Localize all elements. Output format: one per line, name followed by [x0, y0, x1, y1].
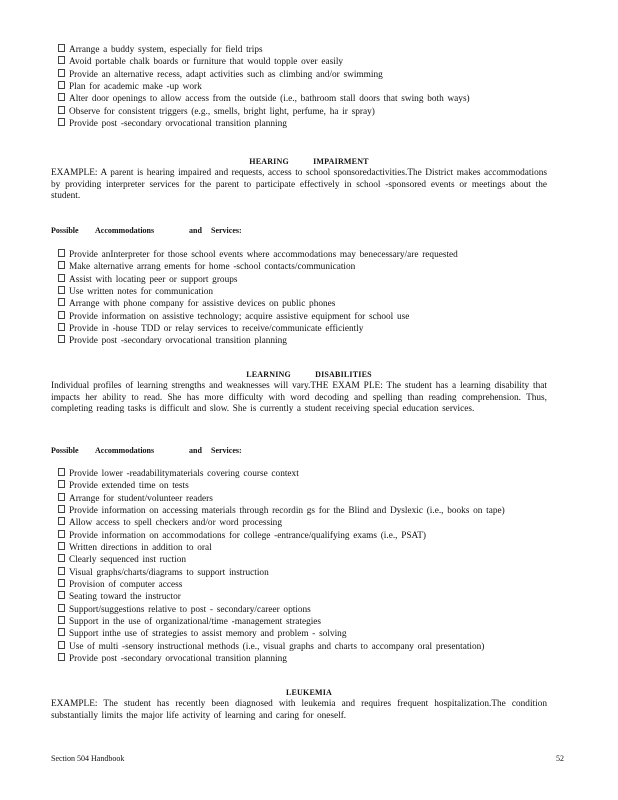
- bullet-box-icon: [58, 311, 65, 319]
- example-paragraph-hearing: EXAMPLE: A parent is hearing impaired and requests, access to school sponsoredactivities.The District makes accommodations by providing interpreter services for the parent to participate effectively in school -sponsored events or meetings about the student.: [51, 168, 547, 202]
- bullet-box-icon: [58, 653, 65, 661]
- list-item: Seating toward the instructor: [58, 591, 568, 603]
- section-heading-hearing: HEARING IMPAIRMENT: [249, 157, 369, 166]
- list-item: Arrange with phone company for assistive devices on public phones: [58, 298, 568, 310]
- bullet-box-icon: [58, 591, 65, 599]
- list-item: Make alternative arrang ements for home -school contacts/communication: [58, 261, 568, 273]
- list-item: Provide information on assistive technology; acquire assistive equipment for school use: [58, 311, 568, 323]
- section-heading-leukemia: LEUKEMIA: [285, 688, 333, 697]
- list-item: Allow access to spell checkers and/or word processing: [58, 517, 568, 529]
- list-item: Provide information on accommodations for college -entrance/qualifying exams (i.e., PSAT): [58, 530, 568, 542]
- document-page: Arrange a buddy system, especially for field trips Avoid portable chalk boards or furniture that would topple over easily Provide an alternative recess, adapt activities such as climbing and/or swimming Plan for academic make -up work Alter door openings to allow access from the outside (i.e., bathroom stall doors that swing both ways) Observe for consistent triggers (e.g., smells, bright light, perfume, ha ir spray) Provide post -secondary orvocational transition planning HEARING IMPAIRMENT EXAMPLE: A parent is hearing impaired and requests, access to school sponsoredactivities.The District makes accommodations by providing interpreter services for the parent to participate effectively in school -sponsored events or meetings about the student. Possible Accommodations and Services: Provide anInterpreter for those school events where accommodations may benecessary/are requested Make alternative arrang ements for home -school contacts/communication Assist with locating peer or support groups Use written notes for communication Arrange with phone company for assistive devices on public phones Provide information on assistive technology; acquire assistive equipment for school use Provide in -house TDD or relay services to receive/communicate efficiently Provide post -secondary orvocational transition planning LEARNING DISABILITIES Individual profiles of learning strengths and weaknesses will vary.THE EXAM PLE: The student has a learning disability that impacts her ability to read. She has more difficulty with word decoding and spelling than reading comprehension. Thus, completing reading tasks is difficult and slow. She is currently a student receiving special education services. Possible Accommodations and Services: Provide lower -readabilitymaterials covering course context Provide extended time on tests Arrange for student/volunteer readers Provide information on accessing materials through recordin gs for the Blind and Dyslexic (i.e., books on tape) Allow access to spell checkers and/or word processing Provide information on accommodations for college -entrance/qualifying exams (i.e., PSAT) Written directions in addition to oral Clearly sequenced inst ruction Visual graphs/charts/diagrams to support instruction Provision of computer access Seating toward the instructor Support/suggestions relative to post - secondary/career options Support in the use of organizational/time -management strategies Support inthe use of strategies to assist memory and problem - solving Use of multi -sensory instructional methods (i.e., visual graphs and charts to accompany oral presentation) Provide post -secondary orvocational transition planning LEUKEMIA EXAMPLE: The student has recently been diagnosed with leukemia and requires frequent hospitalization.The condition substantially limits the major life activity of learning and caring for oneself. Section 504 Handbook 52: [0, 0, 618, 800]
- bullet-box-icon: [58, 261, 65, 269]
- bullet-box-icon: [58, 44, 65, 52]
- bullet-box-icon: [58, 628, 65, 636]
- bullet-box-icon: [58, 604, 65, 612]
- list-item: Provide in -house TDD or relay services to receive/communicate efficiently: [58, 323, 568, 335]
- bullet-box-icon: [58, 579, 65, 587]
- bullet-box-icon: [58, 69, 65, 77]
- list-item: Provide post -secondary orvocational transition planning: [58, 118, 568, 130]
- list-item: Provide extended time on tests: [58, 480, 568, 492]
- list-item: Provision of computer access: [58, 579, 568, 591]
- list-item: Provide anInterpreter for those school events where accommodations may benecessary/are requested: [58, 249, 568, 261]
- list-item: Provide post -secondary orvocational transition planning: [58, 653, 568, 665]
- bullet-box-icon: [58, 106, 65, 114]
- bullet-box-icon: [58, 480, 65, 488]
- list-item: Observe for consistent triggers (e.g., smells, bright light, perfume, ha ir spray): [58, 106, 568, 118]
- list-item: Arrange a buddy system, especially for field trips: [58, 44, 568, 56]
- bullet-box-icon: [58, 641, 65, 649]
- bullet-box-icon: [58, 530, 65, 538]
- bullet-box-icon: [58, 554, 65, 562]
- list-item: Assist with locating peer or support groups: [58, 274, 568, 286]
- bullet-list-learning: [58, 468, 568, 666]
- bullet-box-icon: [58, 517, 65, 525]
- bullet-box-icon: [58, 493, 65, 501]
- bullet-box-icon: [58, 286, 65, 294]
- list-item: Use of multi -sensory instructional methods (i.e., visual graphs and charts to accompany oral presentation): [58, 641, 568, 653]
- list-item: Alter door openings to allow access from the outside (i.e., bathroom stall doors that swing both ways): [58, 93, 568, 105]
- bullet-box-icon: [58, 298, 65, 306]
- bullet-box-icon: [58, 616, 65, 624]
- bullet-list-hearing: [58, 249, 568, 348]
- list-item: Clearly sequenced inst ruction: [58, 554, 568, 566]
- bullet-box-icon: [58, 323, 65, 331]
- bullet-box-icon: [58, 335, 65, 343]
- list-item: Provide post -secondary orvocational transition planning: [58, 335, 568, 347]
- list-item: Visual graphs/charts/diagrams to support instruction: [58, 567, 568, 579]
- list-item: Arrange for student/volunteer readers: [58, 493, 568, 505]
- list-item: Written directions in addition to oral: [58, 542, 568, 554]
- bullet-box-icon: [58, 93, 65, 101]
- list-item: Avoid portable chalk boards or furniture that would topple over easily: [58, 56, 568, 68]
- bullet-box-icon: [58, 468, 65, 476]
- list-item: Use written notes for communication: [58, 286, 568, 298]
- bullet-box-icon: [58, 274, 65, 282]
- example-paragraph-learning: Individual profiles of learning strengths and weaknesses will vary.THE EXAM PLE: The student has a learning disability that impacts her ability to read. She has more difficulty with word decoding and spelling than reading comprehension. Thus, completing reading tasks is difficult and slow. She is currently a student receiving special education services.: [51, 381, 547, 415]
- list-item: Provide information on accessing materials through recordin gs for the Blind and Dyslexic (i.e., books on tape): [58, 505, 568, 517]
- example-paragraph-leukemia: EXAMPLE: The student has recently been diagnosed with leukemia and requires frequent hospitalization.The condition substantially limits the major life activity of learning and caring for oneself.: [51, 699, 547, 721]
- list-item: Support/suggestions relative to post - secondary/career options: [58, 604, 568, 616]
- list-item: Support in the use of organizational/time -management strategies: [58, 616, 568, 628]
- bullet-box-icon: [58, 118, 65, 126]
- list-item: Provide an alternative recess, adapt activities such as climbing and/or swimming: [58, 69, 568, 81]
- bullet-box-icon: [58, 505, 65, 513]
- bullet-box-icon: [58, 567, 65, 575]
- footer-title: Section 504 Handbook: [51, 754, 125, 763]
- list-item: Provide lower -readabilitymaterials covering course context: [58, 468, 568, 480]
- bullet-box-icon: [58, 249, 65, 257]
- section-heading-learning: LEARNING DISABILITIES: [246, 370, 372, 379]
- page-number: 52: [556, 754, 564, 763]
- bullet-box-icon: [58, 81, 65, 89]
- list-item: Plan for academic make -up work: [58, 81, 568, 93]
- list-item: Support inthe use of strategies to assist memory and problem - solving: [58, 628, 568, 640]
- bullet-box-icon: [58, 56, 65, 64]
- bullet-list-general: [58, 44, 568, 130]
- bullet-box-icon: [58, 542, 65, 550]
